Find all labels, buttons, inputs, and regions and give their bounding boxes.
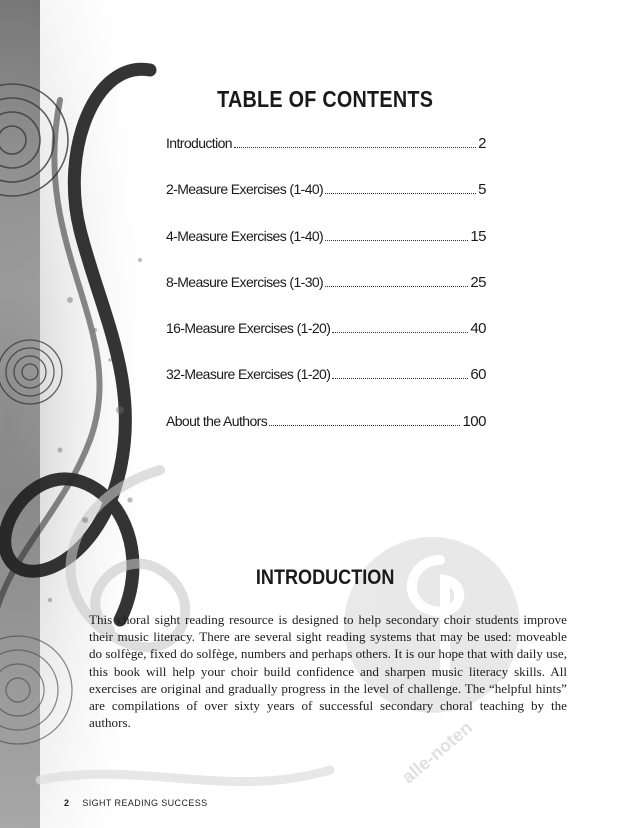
introduction-paragraph: This choral sight reading resource is designed to help secondary choir students improve their music literacy. There are several sight reading systems that may be used: moveable do solfège, fixed do solfège, numbers and perhaps others. It is our hope that with daily use, this book will help your choir build confidence and sharpen music literacy skills. All exercises are original and gradually progress in the level of challenge. The “helpful hints” are compilations of over sixty years of successful secondary choral teaching by the authors. bbox=[89, 612, 567, 731]
table-of-contents bbox=[166, 135, 486, 459]
toc-entry[interactable] bbox=[166, 366, 486, 386]
toc-entry-label: 32-Measure Exercises (1-20) bbox=[166, 366, 331, 383]
toc-entry[interactable] bbox=[166, 228, 486, 248]
toc-entry-page: 40 bbox=[470, 320, 486, 338]
toc-entry-label: 8-Measure Exercises (1-30) bbox=[166, 273, 324, 290]
toc-entry-label: About the Authors bbox=[166, 412, 268, 429]
dot-leader bbox=[325, 285, 468, 287]
toc-entry-page: 100 bbox=[462, 412, 486, 430]
toc-entry[interactable] bbox=[166, 135, 486, 155]
toc-entry-page: 25 bbox=[470, 273, 486, 291]
dot-leader bbox=[234, 146, 476, 148]
dot-leader bbox=[332, 377, 468, 379]
toc-entry[interactable] bbox=[166, 274, 486, 294]
dot-leader bbox=[269, 424, 460, 426]
toc-entry[interactable] bbox=[166, 413, 486, 433]
dot-leader bbox=[325, 192, 476, 194]
page-number: 2 bbox=[64, 798, 70, 808]
dot-leader bbox=[332, 331, 468, 333]
toc-entry[interactable] bbox=[166, 320, 486, 340]
toc-entry-label: 2-Measure Exercises (1-40) bbox=[166, 181, 324, 198]
toc-heading: TABLE OF CONTENTS bbox=[217, 86, 434, 112]
toc-entry-label: Introduction bbox=[166, 135, 232, 151]
toc-entry-label: 16-Measure Exercises (1-20) bbox=[166, 320, 331, 337]
introduction-heading: INTRODUCTION bbox=[255, 566, 395, 589]
running-title: SIGHT READING SUCCESS bbox=[82, 798, 208, 808]
page-footer bbox=[64, 798, 208, 808]
toc-entry-label: 4-Measure Exercises (1-40) bbox=[166, 227, 324, 244]
toc-entry[interactable] bbox=[166, 181, 486, 201]
watermark-text: alle-noten bbox=[398, 717, 477, 788]
toc-entry-page: 2 bbox=[478, 135, 486, 152]
toc-entry-page: 15 bbox=[470, 227, 486, 245]
dot-leader bbox=[325, 239, 468, 241]
toc-entry-page: 5 bbox=[478, 181, 486, 199]
toc-entry-page: 60 bbox=[470, 366, 486, 384]
